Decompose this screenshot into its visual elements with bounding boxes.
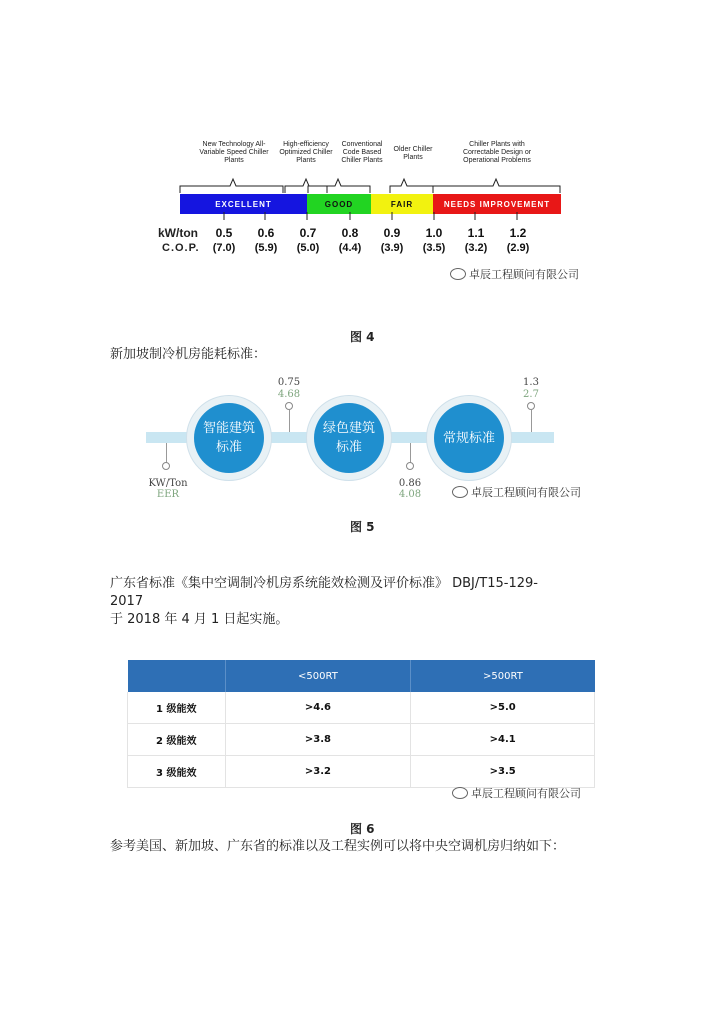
circle-green-building (306, 395, 392, 481)
cop-value: (5.9) (254, 242, 278, 254)
mark-eer-top: 2.7 (523, 389, 539, 400)
table-row (128, 692, 595, 724)
cop-label: C.O.P. (162, 242, 200, 254)
circle-green-building-label: 绿色建筑 标准 (314, 403, 384, 473)
bracket-lines (175, 165, 570, 197)
table-header-cell: >500RT (411, 660, 595, 692)
figure-6-caption: 图 6 (350, 822, 375, 836)
kw-value: 0.9 (383, 226, 401, 240)
marker-dot (162, 462, 170, 470)
singapore-intro: 新加坡制冷机房能耗标准： (110, 347, 267, 362)
watermark (452, 484, 581, 500)
watermark (452, 785, 581, 801)
cop-value: (3.9) (380, 242, 404, 254)
mark-kw-top: 0.75 (277, 377, 301, 388)
kw-value: 1.2 (509, 226, 527, 240)
desc-new-technology: New Technology All-Variable Speed Chiller Plants (199, 141, 269, 164)
table-cell: >3.8 (225, 724, 411, 756)
desc-conventional: Conventional Code Based Chiller Plants (341, 141, 383, 164)
table-cell: >3.5 (411, 756, 595, 788)
wechat-icon (450, 268, 466, 280)
watermark-text: 卓辰工程顾问有限公司 (471, 787, 581, 800)
table-cell: 2 级能效 (128, 724, 226, 756)
marker-stem (289, 410, 290, 432)
circle-conventional-label: 常规标准 (434, 403, 504, 473)
table-header-row (128, 660, 595, 692)
mark-kw-bottom: 0.86 (398, 478, 422, 489)
guangdong-standard-line2: 2017 (110, 594, 144, 609)
segment-excellent: EXCELLENT (180, 194, 307, 214)
marker-dot (406, 462, 414, 470)
watermark-text: 卓辰工程顾问有限公司 (471, 486, 581, 499)
wechat-icon (452, 486, 468, 498)
circle-smart-building-label: 智能建筑 标准 (194, 403, 264, 473)
mark-eer-top: 4.68 (277, 389, 301, 400)
circle-smart-building (186, 395, 272, 481)
cop-value: (4.4) (338, 242, 362, 254)
cop-value: (3.5) (422, 242, 446, 254)
watermark-text: 卓辰工程顾问有限公司 (469, 268, 579, 281)
desc-older: Older Chiller Plants (393, 146, 433, 161)
kw-value: 0.6 (257, 226, 275, 240)
table-cell: >5.0 (411, 692, 595, 724)
table-header-cell: <500RT (225, 660, 411, 692)
marker-dot (285, 402, 293, 410)
table-header-cell (128, 660, 226, 692)
marker-stem (410, 443, 411, 463)
table-cell: 1 级能效 (128, 692, 226, 724)
tick-marks (175, 212, 570, 222)
figure-5-caption: 图 5 (350, 520, 375, 534)
watermark (450, 266, 579, 282)
axis-kw-label: KW/Ton (148, 478, 188, 489)
kw-value: 0.7 (299, 226, 317, 240)
circle-conventional (426, 395, 512, 481)
cop-value: (7.0) (212, 242, 236, 254)
marker-dot (527, 402, 535, 410)
table-cell: >4.6 (225, 692, 411, 724)
kw-value: 0.5 (215, 226, 233, 240)
segment-needs-improvement: NEEDS IMPROVEMENT (433, 194, 561, 214)
table-cell: 3 级能效 (128, 756, 226, 788)
mark-eer-bottom: 4.08 (398, 489, 422, 500)
cop-value: (3.2) (464, 242, 488, 254)
table-cell: >3.2 (225, 756, 411, 788)
cop-value: (5.0) (296, 242, 320, 254)
marker-stem (531, 410, 532, 432)
desc-correctable: Chiller Plants with Correctable Design or Operational Problems (462, 141, 532, 164)
kw-value: 1.1 (467, 226, 485, 240)
wechat-icon (452, 787, 468, 799)
kw-ton-label: kW/ton (158, 226, 198, 240)
marker-stem (166, 443, 167, 463)
conclusion-text: 参考美国、新加坡、广东省的标准以及工程实例可以将中央空调机房归纳如下： (110, 839, 566, 854)
table-row (128, 756, 595, 788)
kw-value: 0.8 (341, 226, 359, 240)
table-cell: >4.1 (411, 724, 595, 756)
desc-high-efficiency: High-efficiency Optimized Chiller Plants (279, 141, 333, 164)
table-row (128, 724, 595, 756)
segment-fair: FAIR (371, 194, 433, 214)
cop-value: (2.9) (506, 242, 530, 254)
axis-eer-label: EER (156, 489, 180, 500)
guangdong-standard-line1: 广东省标准《集中空调制冷机房系统能效检测及评价标准》 DBJ/T15-129- (110, 576, 538, 591)
segment-good: GOOD (307, 194, 371, 214)
guangdong-standard-line3: 于 2018 年 4 月 1 日起实施。 (110, 612, 289, 627)
mark-kw-top: 1.3 (523, 377, 539, 388)
efficiency-table (127, 660, 595, 788)
kw-value: 1.0 (425, 226, 443, 240)
figure-4-caption: 图 4 (350, 330, 375, 344)
